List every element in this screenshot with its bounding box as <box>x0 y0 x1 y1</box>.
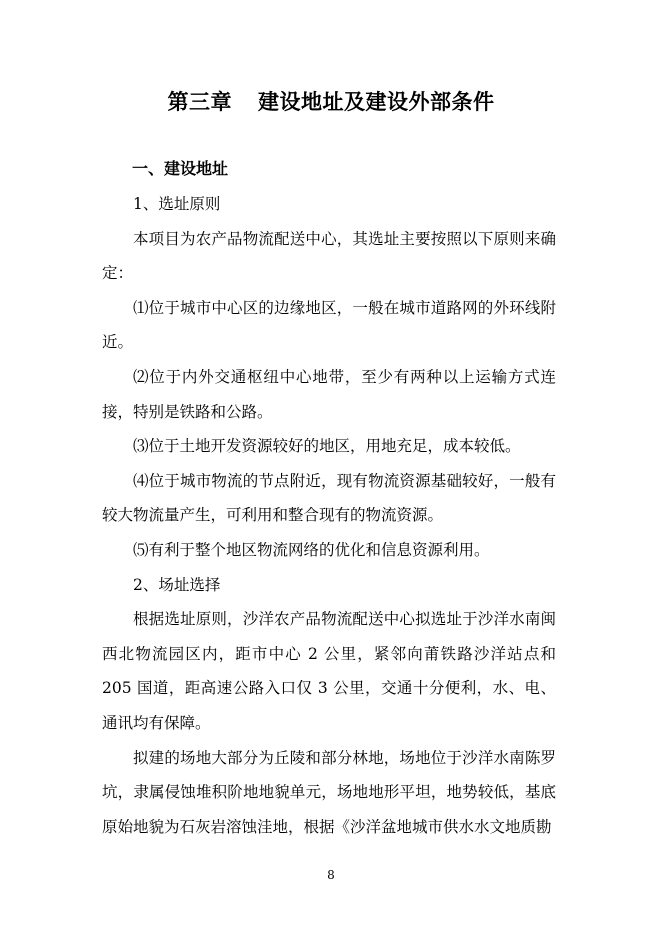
list-item-principle-1: ⑴位于城市中心区的边缘地区，一般在城市道路网的外环线附近。 <box>102 298 556 352</box>
page-number: 8 <box>327 868 335 882</box>
paragraph-site-terrain: 拟建的场地大部分为丘陵和部分林地，场地位于沙洋水南陈罗坑，隶属侵蚀堆积阶地地貌单元，场地地形平坦，地势较低，基底原始地貌为石灰岩溶蚀洼地，根据《沙洋盆地城市供水水文地质勘 <box>102 748 556 836</box>
chapter-title <box>0 86 662 116</box>
chapter-number: 第三章 <box>167 90 232 114</box>
subheading-site-selection: 2、场址选择 <box>133 575 221 594</box>
chapter-title-text: 建设地址及建设外部条件 <box>258 90 495 114</box>
list-item-principle-5: ⑸有利于整个地区物流网络的优化和信息资源利用。 <box>133 540 490 559</box>
section-heading: 一、建设地址 <box>132 159 229 178</box>
subheading-site-principles: 1、选址原则 <box>133 195 221 213</box>
list-item-principle-2: ⑵位于内外交通枢纽中心地带，至少有两种以上运输方式连接，特别是铁路和公路。 <box>102 367 556 421</box>
list-item-principle-4: ⑷位于城市物流的节点附近，现有物流资源基础较好，一般有较大物流量产生，可利用和整合现有的物流资源。 <box>102 471 556 525</box>
paragraph-site-location: 根据选址原则，沙洋农产品物流配送中心拟选址于沙洋水南闽西北物流园区内，距市中心 2 公里，紧邻向莆铁路沙洋站点和 205 国道，距高速公路入口仅 3 公里，交通十分便利，水、电、通讯均有保障。 <box>102 610 556 732</box>
paragraph-intro: 本项目为农产品物流配送中心，其选址主要按照以下原则来确定： <box>102 229 556 283</box>
list-item-principle-3: ⑶位于土地开发资源较好的地区，用地充足，成本较低。 <box>133 437 521 456</box>
body-text <box>102 187 556 844</box>
